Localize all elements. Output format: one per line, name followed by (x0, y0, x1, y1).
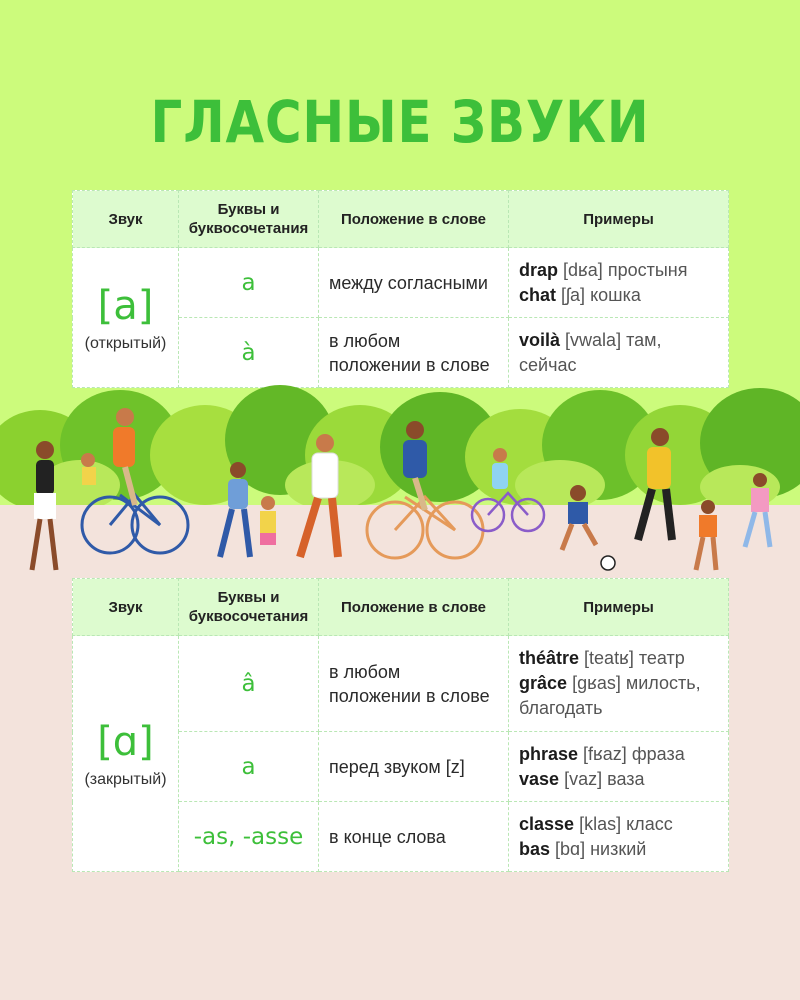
position-line1: в любом (329, 330, 401, 351)
example-word: voilà (519, 329, 561, 350)
table-header-row (73, 579, 729, 636)
header-sound: Звук (73, 191, 179, 248)
vowel-table-closed (72, 578, 729, 872)
position-line2: положении в слове (329, 354, 490, 375)
example-translation: милость, (625, 673, 701, 693)
path-ground (0, 505, 800, 585)
example-word: classe (519, 813, 575, 834)
examples-cell (509, 802, 729, 872)
example-translation: фраза (631, 743, 685, 764)
park-illustration (0, 385, 800, 585)
sound-cell (73, 248, 179, 388)
position-cell: между согласными (319, 248, 509, 318)
header-letters-line1: Буквы и (217, 589, 280, 606)
phoneme: [ɑ] (97, 718, 154, 765)
example-word: théâtre (519, 648, 580, 668)
example-line (519, 742, 728, 767)
table-header-row (73, 191, 729, 248)
example-line (519, 671, 728, 696)
example-word: chat (519, 284, 557, 305)
example-translation: класс (626, 813, 673, 834)
example-line (519, 646, 728, 671)
header-position: Положение в слове (319, 191, 509, 248)
examples-cell (509, 636, 729, 732)
example-ipa: [ʃa] (561, 284, 586, 305)
example-translation: там, (626, 329, 662, 350)
vowel-table-open (72, 190, 729, 388)
letters-cell: -as, -asse (179, 802, 319, 872)
letters-cell: â (179, 636, 319, 732)
example-line (519, 283, 728, 308)
example-ipa: [klas] (579, 813, 622, 834)
position-line1: в любом (329, 661, 401, 682)
example-word: bas (519, 838, 551, 859)
example-ipa: [bɑ] (555, 838, 586, 859)
example-line: сейчас (519, 354, 577, 375)
example-translation: кошка (590, 284, 641, 305)
example-ipa: [teatʁ] (584, 648, 634, 668)
letters-cell: a (179, 732, 319, 802)
example-word: phrase (519, 743, 579, 764)
example-word: grâce (519, 673, 568, 693)
header-sound: Звук (73, 579, 179, 636)
table-row (73, 636, 729, 732)
example-translation: ваза (607, 768, 645, 789)
header-examples: Примеры (509, 579, 729, 636)
example-translation: низкий (590, 838, 647, 859)
examples-cell (509, 732, 729, 802)
example-ipa: [vaz] (564, 768, 603, 789)
position-line2: положении в слове (329, 685, 490, 706)
header-letters-line1: Буквы и (217, 201, 280, 218)
letters-cell: à (179, 318, 319, 388)
page-title: ГЛАСНЫЕ ЗВУКИ (150, 88, 650, 156)
header-letters-line2: буквосочетания (188, 220, 309, 237)
phoneme-description: (открытый) (84, 334, 167, 352)
header-examples: Примеры (509, 191, 729, 248)
header-letters (179, 191, 319, 248)
example-line (519, 812, 728, 837)
phoneme: [a] (97, 282, 154, 329)
example-line (519, 837, 728, 862)
position-cell: в конце слова (319, 802, 509, 872)
position-cell: перед звуком [z] (319, 732, 509, 802)
example-line (519, 258, 728, 283)
letters-cell: a (179, 248, 319, 318)
examples-cell (509, 318, 729, 388)
example-line (519, 328, 728, 353)
example-ipa: [vwala] (565, 329, 622, 350)
examples-cell (509, 248, 729, 318)
position-cell (319, 318, 509, 388)
header-letters-line2: буквосочетания (188, 608, 309, 625)
phoneme-description: (закрытый) (84, 770, 167, 788)
example-ipa: [fʁaz] (583, 743, 627, 764)
header-position: Положение в слове (319, 579, 509, 636)
example-line: благодать (519, 698, 603, 718)
table-row (73, 248, 729, 318)
sound-cell (73, 636, 179, 872)
example-line (519, 767, 728, 792)
example-translation: театр (638, 648, 685, 668)
position-cell (319, 636, 509, 732)
example-ipa: [dʁa] (563, 259, 603, 280)
example-word: drap (519, 259, 559, 280)
example-translation: простыня (607, 259, 688, 280)
example-word: vase (519, 768, 560, 789)
header-letters (179, 579, 319, 636)
example-ipa: [gʁas] (572, 673, 621, 693)
